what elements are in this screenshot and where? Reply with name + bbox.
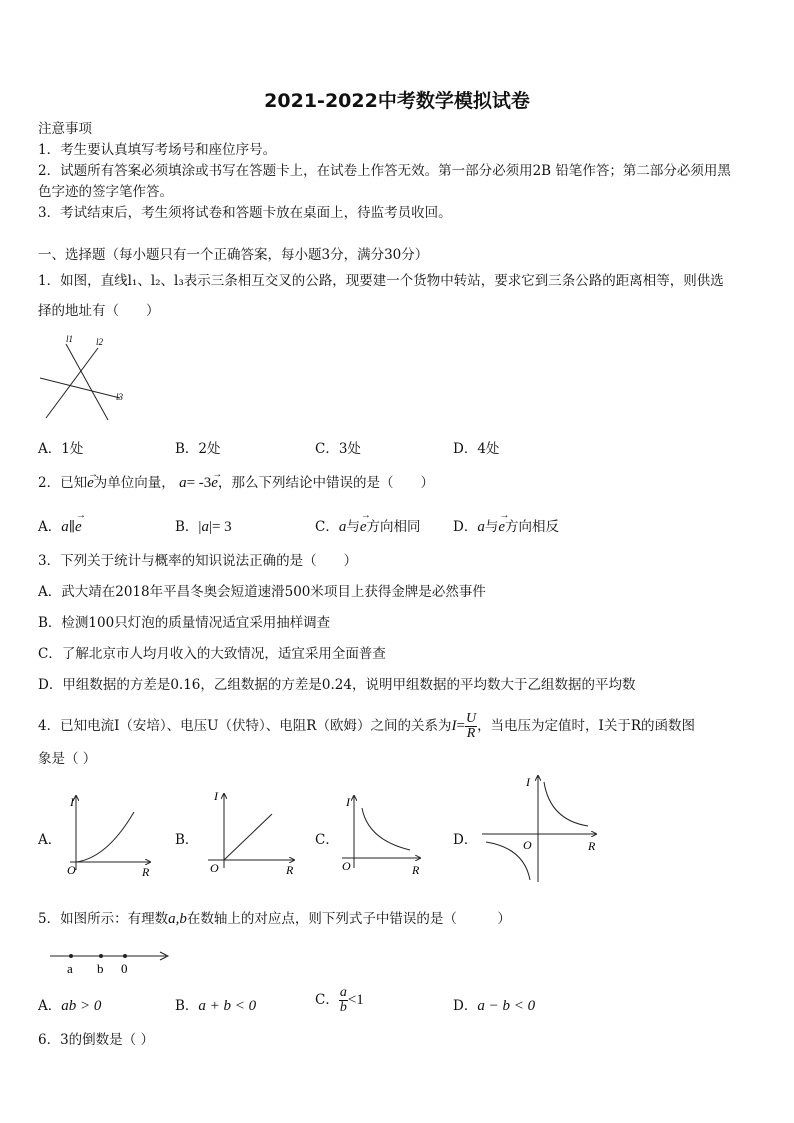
q4-graph-c [338, 790, 428, 880]
q4-option-d-label: D． [453, 832, 478, 848]
svg-text:I: I [214, 789, 218, 803]
question-5-stem: 5．如图所示：有理数a,b在数轴上的对应点，则下列式子中错误的是（ ） [38, 911, 511, 927]
svg-text:I: I [526, 775, 530, 789]
q4-option-c-label: C． [315, 832, 339, 848]
q1-option-b: B．2处 [175, 441, 221, 457]
notice-item-2-cont: 色字迹的签字笔作答。 [38, 184, 173, 200]
svg-text:I: I [70, 795, 74, 809]
question-1-line-2: 择的地址有（ ） [38, 303, 160, 319]
question-6-stem: 6．3的倒数是（ ） [38, 1032, 154, 1048]
point-a-label: a [67, 961, 73, 976]
formula-fraction: $\frac{U}{R}$ [465, 711, 477, 741]
point-zero-label: 0 [121, 961, 128, 976]
q4-graph-a [62, 790, 157, 880]
q1-option-d: D．4处 [453, 441, 500, 457]
q2-option-b: B．|a|= 3 [175, 519, 232, 535]
question-1-line-1: 1．如图，直线l₁、l₂、l₃表示三条相互交叉的公路，现要建一个货物中转站，要求它到三条公路的距离相等，则供选 [38, 273, 724, 289]
notice-item-2: 2．试题所有答案必须填涂或书写在答题卡上，在试卷上作答无效。第一部分必须用2B 铅笔作答；第二部分必须用黑 [38, 163, 731, 179]
section-header: 一、选择题（每小题只有一个正确答案，每小题3分，满分30分） [38, 247, 429, 263]
line-l3-label: l3 [116, 392, 124, 402]
q4-option-a-label: A． [38, 832, 62, 848]
line-l2-label: l2 [96, 337, 104, 347]
point-b-label: b [97, 961, 104, 976]
line-l1-label: l1 [66, 334, 74, 344]
svg-text:I: I [346, 795, 350, 809]
q4-graph-b [202, 788, 302, 880]
q2-option-a: A．a∥ → e [38, 510, 86, 535]
q5-option-b: B．a + b < 0 [175, 998, 257, 1014]
svg-text:O: O [523, 838, 532, 852]
q3-option-d: D．甲组数据的方差是0.16，乙组数据的方差是0.24，说明甲组数据的平均数大于乙组数据的平均数 [38, 677, 636, 693]
q2-option-d: D．a与 → e方向相反 [453, 510, 559, 535]
q2-option-c: C．a与 → e方向相同 [315, 510, 421, 535]
notice-heading: 注意事项 [38, 121, 92, 137]
q1-option-c: C．3处 [315, 441, 361, 457]
svg-text:R: R [286, 863, 294, 877]
question-3-stem: 3．下列关于统计与概率的知识说法正确的是（ ） [38, 553, 358, 569]
q4-graph-d [478, 772, 608, 887]
q3-option-c: C．了解北京市人均月收入的大致情况，适宜采用全面普查 [38, 646, 386, 662]
question-2-stem: 2．已知 → e为单位向量， a= -3 → e，那么下列结论中错误的是（ ） [38, 469, 434, 491]
vector-a: a [179, 475, 187, 491]
q4-option-b-label: B． [175, 832, 199, 848]
q5-option-a: A．ab > 0 [38, 998, 102, 1014]
svg-text:O: O [210, 861, 219, 875]
question-4-line-2: 象是（ ） [38, 751, 97, 767]
question-4-line-1: 4．已知电流I（安培）、电压U（伏特）、电阻R（欧姆）之间的关系为I= $\frac{U}{R}$ ，当电压为定值时，I关于R的函数图 [38, 711, 696, 741]
notice-item-1: 1．考生要认真填写考场号和座位序号。 [38, 142, 277, 158]
q5-option-c: C． $\frac{a}{b}$ <1 [315, 985, 364, 1015]
svg-text:O: O [67, 863, 76, 877]
question-1-figure [36, 330, 136, 425]
notice-item-3: 3．考试结束后，考生须将试卷和答题卡放在桌面上，待监考员收回。 [38, 205, 452, 221]
q5-number-line [48, 948, 178, 978]
svg-text:O: O [342, 859, 351, 873]
q3-option-b: B．检测100只灯泡的质量情况适宜采用抽样调查 [38, 615, 331, 631]
svg-text:R: R [142, 865, 150, 879]
q5-option-d: D．a − b < 0 [453, 998, 536, 1014]
page-title: 2021-2022中考数学模拟试卷 [264, 90, 530, 112]
svg-text:R: R [412, 863, 420, 877]
svg-text:R: R [588, 839, 596, 853]
q1-option-a: A．1处 [38, 441, 84, 457]
q3-option-a: A．武大靖在2018年平昌冬奥会短道速滑500米项目上获得金牌是必然事件 [38, 584, 486, 600]
